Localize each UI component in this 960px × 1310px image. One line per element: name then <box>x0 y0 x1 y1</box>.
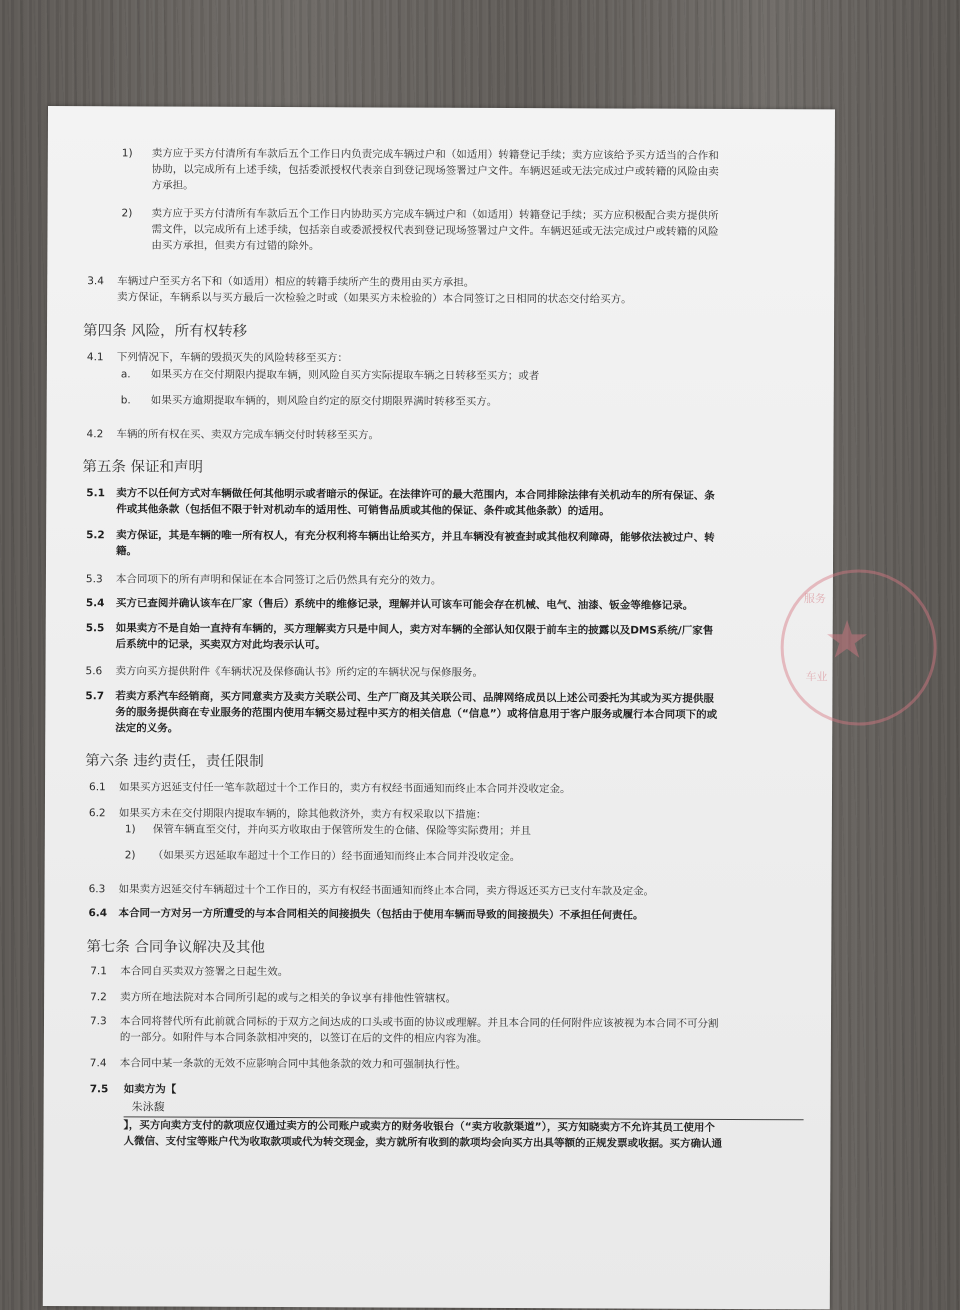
clause-line: 保管车辆直至交付，并向买方收取由于保管所发生的仓储、保险等实际费用；并且 <box>152 823 531 838</box>
clause-number: 5.6 <box>85 665 103 678</box>
clause-number: 6.2 <box>88 807 106 820</box>
clause-line: 若卖方系汽车经销商，买方同意卖方及卖方关联公司、生产厂商及其关联公司、品牌网络成员以上述公司委托为其或为买方提供服 <box>115 690 714 705</box>
seal-text: 服务 <box>803 592 826 606</box>
clause-number: 5.4 <box>85 597 105 610</box>
clause-number: 7.2 <box>90 991 107 1004</box>
clause-line: 后系统中的记录，买卖双方对此均表示认可。 <box>115 638 326 652</box>
clause-line: 的一部分。如附件与本合同条款相冲突的，以签订在后的文件的相应内容为准。 <box>119 1031 488 1045</box>
clause-line: 如果卖方迟延交付车辆超过十个工作日的，买方有权经书面通知而终止本合同，卖方得返还买方已支付车款及定金。 <box>118 883 655 898</box>
item-number: 1) <box>121 147 133 160</box>
clause-line: 卖方所在地法院对本合同所引起的或与之相关的争议享有排他性管辖权。 <box>120 991 457 1005</box>
clause-line: 需文件，以完成所有上述手续，包括亲自或委派授权代表到登记现场签署过户文件。车辆迟延或无法完成过户或转籍的风险 <box>151 223 719 238</box>
clause-line: 协助，以完成所有上述手续，包括委派授权代表亲自到登记现场签署过户文件。车辆迟延或无法完成过户或转籍的风险由卖 <box>151 163 719 178</box>
company-seal <box>780 569 937 726</box>
contract-page <box>43 106 871 1309</box>
clause-line: 买方已查阅并确认该车在厂家（售后）系统中的维修记录，理解并认可该车可能会存在机械、电气、油漆、钣金等维修记录。 <box>115 597 694 612</box>
section-heading: 第七条 合同争议解决及其他 <box>86 939 265 956</box>
clause-number: 5.7 <box>85 690 105 703</box>
clause-number: 3.4 <box>87 275 104 288</box>
clause-line: （如果买方迟延取车超过十个工作日的）经书面通知而终止本合同并没收定金。 <box>152 849 521 864</box>
clause-number: 6.4 <box>88 907 108 920</box>
clause-number: 7.3 <box>89 1015 107 1028</box>
clause-line: 方承担。 <box>151 179 194 192</box>
item-number: 1) <box>124 823 136 836</box>
section-heading: 第五条 保证和声明 <box>82 459 204 476</box>
seal-star-icon: ★ <box>823 610 871 671</box>
clause-number: 5.2 <box>86 529 105 542</box>
clause-line: 车辆的所有权在买、卖双方完成车辆交付时转移至买方。 <box>116 428 380 442</box>
clause-line: 如果买方逾期提取车辆的，则风险自约定的原交付期限界满时转移至买方。 <box>150 394 498 408</box>
seal-text: 车业 <box>805 670 828 684</box>
clause-line: 如果卖方不是自始一直持有车辆的，买方理解卖方只是中间人，卖方对车辆的全部认知仅限于前车主的披露以及DMS系统/厂家售 <box>115 622 714 637</box>
clause-line: 本合同中某一条款的无效不应影响合同中其他条款的效力和可强制执行性。 <box>119 1057 467 1071</box>
clause-line: 籍。 <box>116 545 138 558</box>
clause-number: 4.1 <box>86 351 104 364</box>
clause-line: 本合同项下的所有声明和保证在本合同签订之后仍然具有充分的效力。 <box>115 573 442 587</box>
clause-line: 卖方应于买方付清所有车款后五个工作日内协助买方完成车辆过户和（如适用）转籍登记手续；买方应积极配合卖方提供所 <box>151 207 719 222</box>
clause-line: 由买方承担，但卖方有过错的除外。 <box>151 239 320 253</box>
clause-line: 卖方向买方提供附件《车辆状况及保修确认书》所约定的车辆状况与保修服务。 <box>115 665 484 679</box>
filled-name: 朱泳馥 <box>131 1100 165 1114</box>
clause-line: 卖方保证，车辆系以与买方最后一次检验之时或（如果买方未检验的）本合同签订之日相同的状态交付给买方。 <box>117 291 632 306</box>
clause-number: 7.5 <box>89 1083 109 1096</box>
item-number: b. <box>120 394 131 407</box>
clause-number: 5.1 <box>86 487 105 500</box>
clause-number: 4.2 <box>86 428 104 441</box>
item-number: 2) <box>121 207 133 220</box>
item-number: 2) <box>124 849 136 862</box>
clause-line: 如卖方为【 <box>123 1083 177 1096</box>
clause-line: 本合同一方对另一方所遭受的与本合同相关的间接损失（包括由于使用车辆而导致的间接损失）不承担任何责任。 <box>118 907 644 922</box>
section-heading: 第六条 违约责任，责任限制 <box>85 753 264 770</box>
clause-line: 卖方不以任何方式对车辆做任何其他明示或者暗示的保证。在法律许可的最大范围内，本合同排除法律有关机动车的所有保证、条 <box>116 487 715 502</box>
clause-line: 如果买方未在交付期限内提取车辆的，除其他救济外，卖方有权采取以下措施： <box>118 807 487 821</box>
clause-line: 如果买方在交付期限内提取车辆，则风险自买方实际提取车辆之日转移至买方；或者 <box>150 368 540 383</box>
item-number: a. <box>120 368 131 381</box>
clause-line: 本合同自买卖双方签署之日起生效。 <box>120 965 289 979</box>
clause-number: 7.4 <box>89 1057 107 1070</box>
clause-line: 务的服务提供商在专业服务的范围内使用车辆交易过程中买方的相关信息（“信息”）或将信息用于客户服务或履行本合同项下的或 <box>115 706 718 721</box>
clause-number: 7.1 <box>90 965 107 978</box>
clause-line: 】，买方向卖方支付的款项应仅通过卖方的公司账户或卖方的财务收银台（“卖方收款渠道”），买方知晓卖方不允许其员工使用个 <box>123 1119 715 1134</box>
clause-line: 下列情况下，车辆的毁损灭失的风险转移至买方： <box>116 351 348 365</box>
clause-line: 如果买方迟延支付任一笔车款超过十个工作日的，卖方有权经书面通知而终止本合同并没收定金。 <box>119 781 571 796</box>
clause-number: 6.3 <box>88 883 106 896</box>
clause-number: 5.3 <box>85 573 103 586</box>
clause-number: 5.5 <box>85 622 105 635</box>
clause-number: 6.1 <box>89 781 106 794</box>
clause-line: 人微信、支付宝等账户代为收取款项或代为转交现金，卖方就所有收到的款项均会向买方出具等额的正规发票或收据。买方确认通 <box>123 1135 723 1150</box>
clause-line: 卖方保证，其是车辆的唯一所有权人，有充分权利将车辆出让给买方，并且车辆没有被查封或其他权利障碍，能够依法被过户、转 <box>116 529 715 544</box>
clause-line: 卖方应于买方付清所有车款后五个工作日内负责完成车辆过户和（如适用）转籍登记手续；卖方应该给予买方适当的合作和 <box>151 147 719 162</box>
section-heading: 第四条 风险，所有权转移 <box>82 323 248 340</box>
clause-line: 件或其他条款（包括但不限于针对机动车的适用性、可销售品质或其他的保证、条件或其他条款）的适用。 <box>116 503 610 518</box>
clause-line: 车辆过户至买方名下和（如适用）相应的转籍手续所产生的费用由买方承担。 <box>117 275 475 289</box>
clause-line: 本合同将替代所有此前就合同标的于双方之间达成的口头或书面的协议或理解。并且本合同的任何附件应该被视为本合同不可分割 <box>119 1015 719 1030</box>
clause-line: 法定的义务。 <box>115 722 179 735</box>
